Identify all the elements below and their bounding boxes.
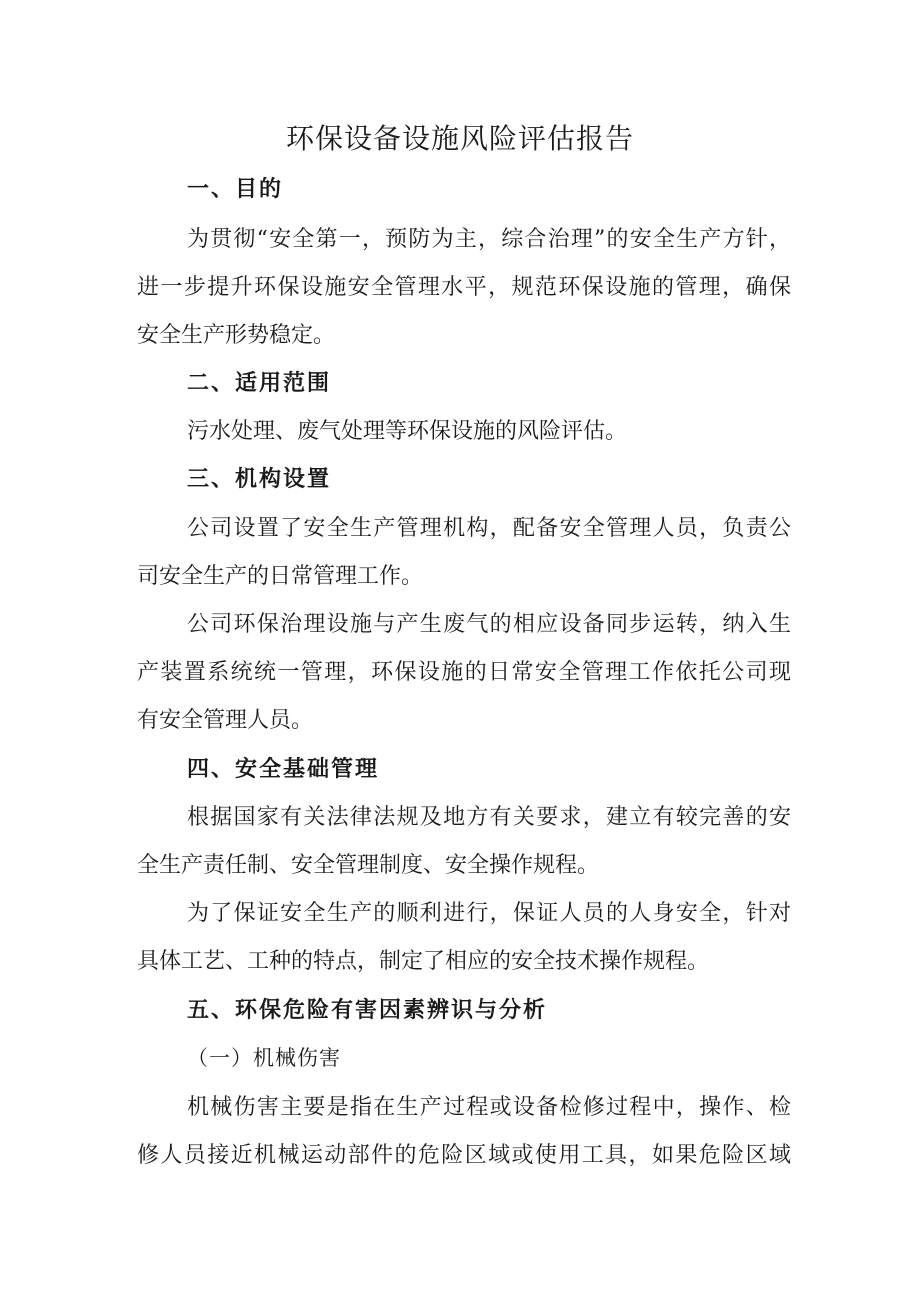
paragraph-line: 修人员接近机械运动部件的危险区域或使用工具，如果危险区域 — [137, 1143, 791, 1168]
paragraph-line: 安全生产形势稳定。 — [137, 323, 336, 348]
section-heading: 四、安全基础管理 — [187, 757, 380, 782]
section-heading: 五、环保危险有害因素辨识与分析 — [187, 998, 548, 1023]
paragraph-line: 为了保证安全生产的顺利进行，保证人员的人身安全，针对 — [187, 901, 791, 926]
paragraph-line: 污水处理、废气处理等环保设施的风险评估。 — [187, 419, 628, 444]
document-title: 环保设备设施风险评估报告 — [285, 122, 634, 155]
paragraph-line: 公司设置了安全生产管理机构，配备安全管理人员，负责公 — [187, 516, 791, 541]
section-heading: 二、适用范围 — [187, 371, 332, 396]
paragraph-line: 产装置系统统一管理，环保设施的日常安全管理工作依托公司现 — [137, 660, 791, 685]
paragraph-line: 机械伤害主要是指在生产过程或设备检修过程中，操作、检 — [187, 1095, 791, 1120]
paragraph-line: 公司环保治理设施与产生废气的相应设备同步运转，纳入生 — [187, 612, 791, 637]
paragraph-line: 全生产责任制、安全管理制度、安全操作规程。 — [137, 853, 600, 878]
subsection-heading: （一）机械伤害 — [187, 1046, 341, 1070]
section-heading: 一、目的 — [187, 177, 284, 202]
section-heading: 三、机构设置 — [187, 467, 332, 492]
paragraph-line: 根据国家有关法律法规及地方有关要求，建立有较完善的安 — [187, 805, 791, 830]
paragraph-line: 司安全生产的日常管理工作。 — [137, 564, 424, 589]
paragraph-line: 具体工艺、工种的特点，制定了相应的安全技术操作规程。 — [137, 949, 710, 974]
paragraph-line: 有安全管理人员。 — [137, 708, 314, 733]
paragraph-line: 进一步提升环保设施安全管理水平，规范环保设施的管理，确保 — [137, 275, 791, 300]
paragraph-line: 为贯彻“安全第一，预防为主，综合治理”的安全生产方针， — [187, 227, 791, 252]
